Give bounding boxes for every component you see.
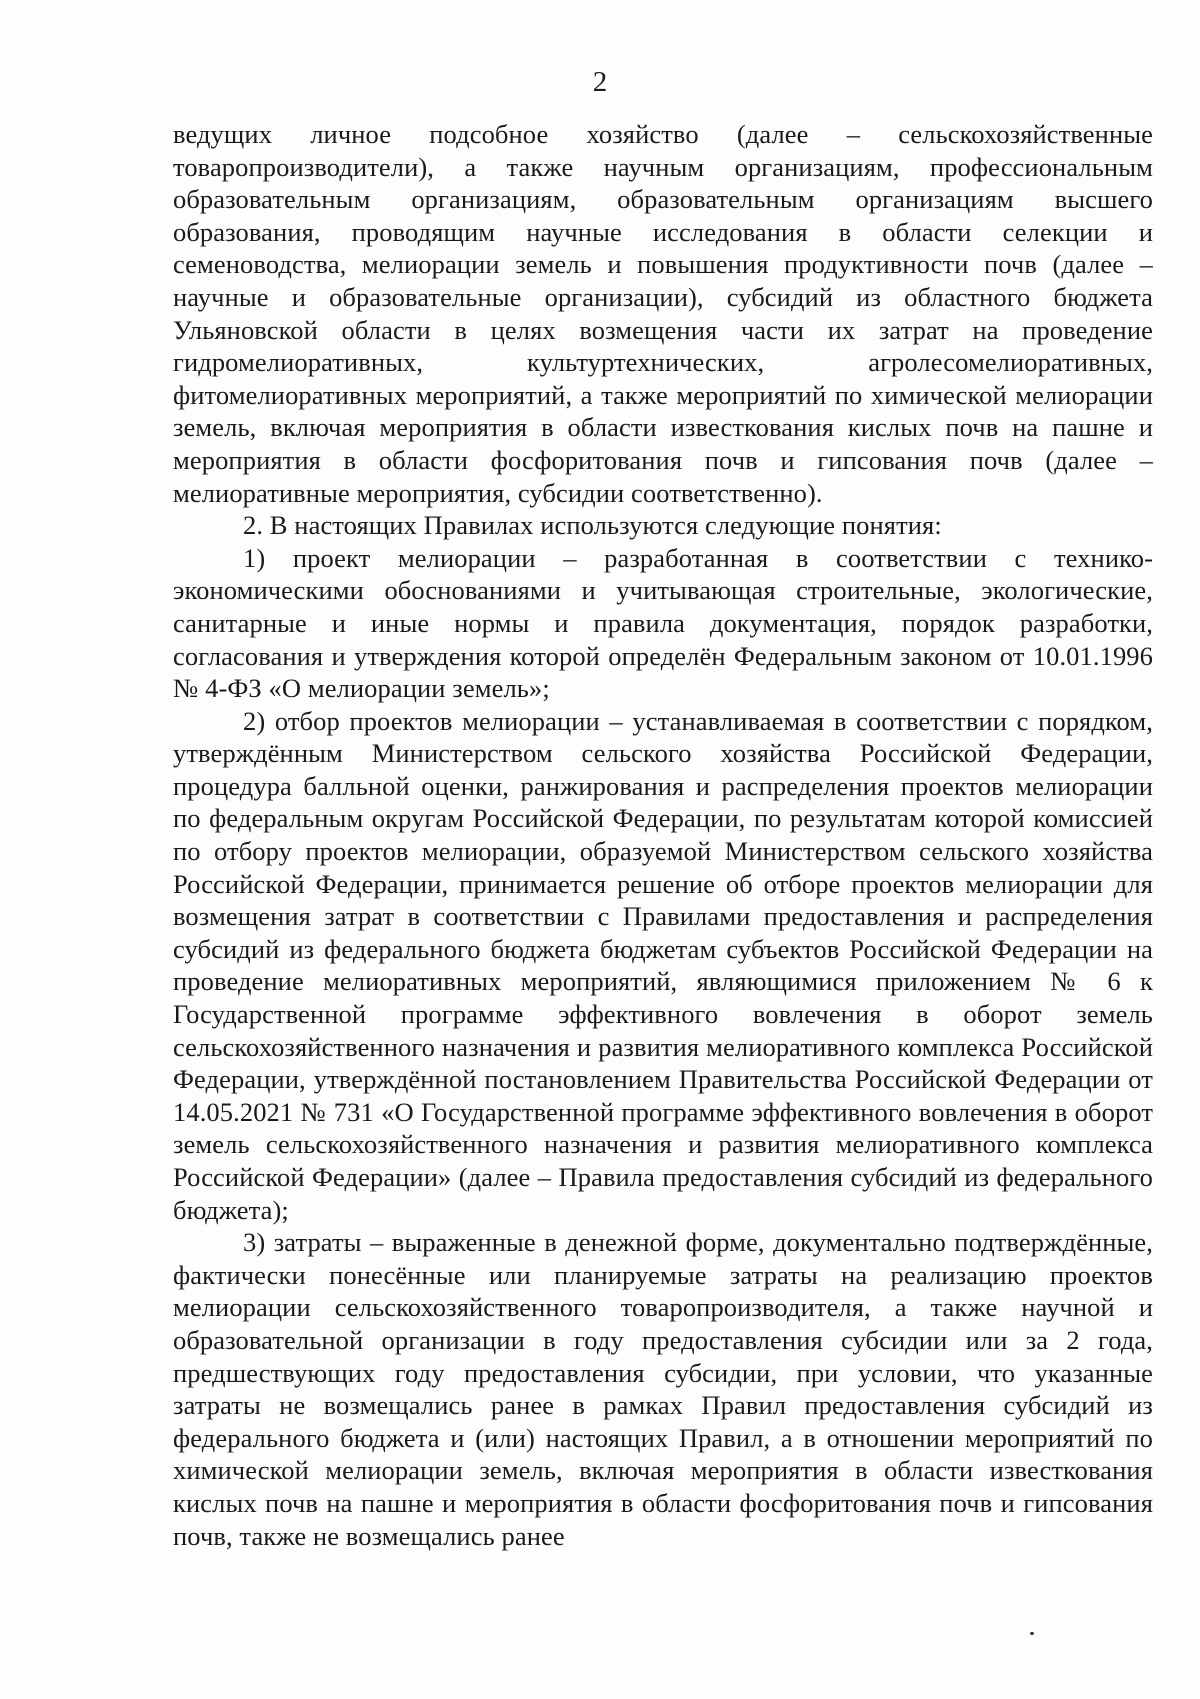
- page-number: 2: [592, 66, 608, 98]
- paragraph-item-2: 2) отбор проектов мелиорации – устанавливаемая в соответствии с порядком, утверждённым Министерством сельского хозяйства Российской Федерации, процедура балльной оценки, ранжирования и распределения проектов мелиорации по федеральным округам Российской Федерации, по результатам которой комиссией по отбору проектов мелиорации, образуемой Министерством сельского хозяйства Российской Федерации, принимается решение об отборе проектов мелиорации для возмещения затрат в соответствии с Правилами предоставления и распределения субсидий из федерального бюджета бюджетам субъектов Российской Федерации на проведение мелиоративных мероприятий, являющимися приложением № 6 к Государственной программе эффективного вовлечения в оборот земель сельскохозяйственного назначения и развития мелиоративного комплекса Российской Федерации, утверждённой постановлением Правительства Российской Федерации от 14.05.2021 № 731 «О Государственной программе эффективного вовлечения в оборот земель сельскохозяйственного назначения и развития мелиоративного комплекса Российской Федерации» (далее – Правила предоставления субсидий из федерального бюджета);: [173, 705, 1153, 1225]
- paragraph-section-2: 2. В настоящих Правилах используются следующие понятия:: [243, 510, 942, 541]
- paragraph-item-1: 1) проект мелиорации – разработанная в соответствии с технико-экономическими обоснованиями и учитывающая строительные, экологические, санитарные и иные нормы и правила документация, порядок разработки, согласования и утверждения которой определён Федеральным законом от 10.01.1996 № 4-ФЗ «О мелиорации земель»;: [173, 542, 1153, 704]
- paragraph-item-3: 3) затраты – выраженные в денежной форме, документально подтверждённые, фактически понесённые или планируемые затраты на реализацию проектов мелиорации сельскохозяйственного товаропроизводителя, а также научной и образовательной организации в году предоставления субсидии или за 2 года, предшествующих году предоставления субсидии, при условии, что указанные затраты не возмещались ранее в рамках Правил предоставления субсидий из федерального бюджета и (или) настоящих Правил, а в отношении мероприятий по химической мелиорации земель, включая мероприятия в области известкования кислых почв на пашне и мероприятия в области фосфоритования почв и гипсования почв, также не возмещались ранее: [173, 1227, 1153, 1551]
- scan-speck: [1030, 1632, 1034, 1635]
- document-body: [173, 118, 1153, 1552]
- paragraph-continuation: ведущих личное подсобное хозяйство (далее – сельскохозяйственные товаропроизводители), а также научным организациям, профессиональным образовательным организациям, образовательным организациям высшего образования, проводящим научные исследования в области селекции и семеноводства, мелиорации земель и повышения продуктивности почв (далее – научные и образовательные организации), субсидий из областного бюджета Ульяновской области в целях возмещения части их затрат на проведение гидромелиоративных, культуртехнических, агролесомелиоративных, фитомелиоративных мероприятий, а также мероприятий по химической мелиорации земель, включая мероприятия в области известкования кислых почв на пашне и мероприятия в области фосфоритования почв и гипсования почв (далее – мелиоративные мероприятия, субсидии соответственно).: [173, 119, 1153, 508]
